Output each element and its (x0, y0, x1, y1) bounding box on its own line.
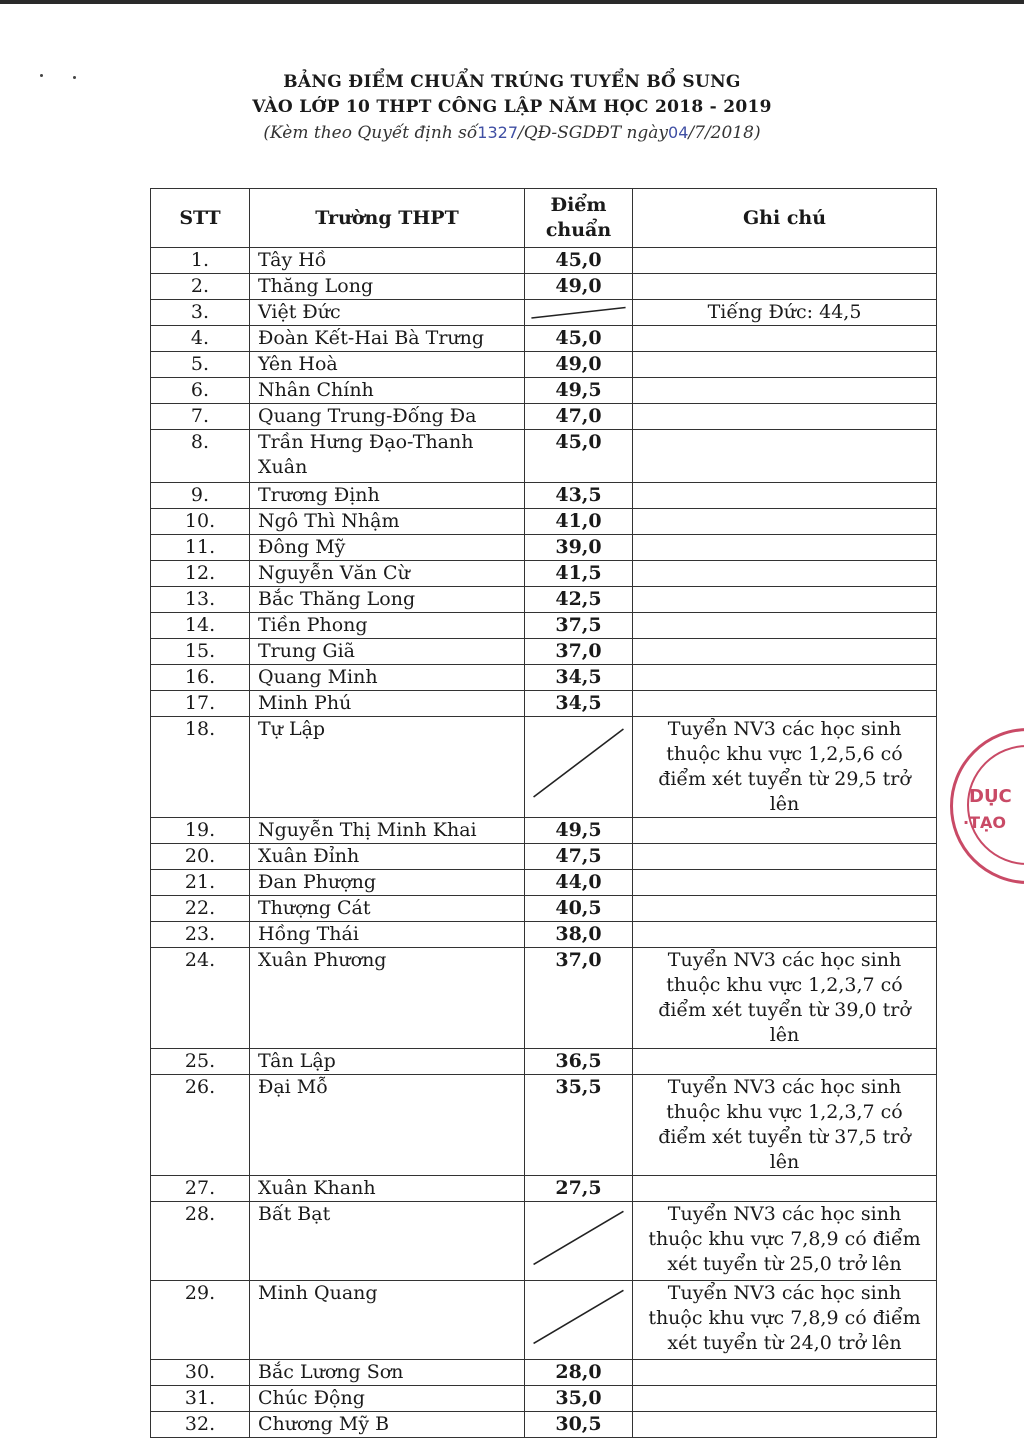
row-cutoff-score: 49,0 (525, 352, 633, 378)
column-header-note: Ghi chú (633, 189, 937, 248)
row-school-name: Trương Định (250, 483, 525, 509)
row-note (633, 535, 937, 561)
row-school-name: Bắc Thăng Long (250, 587, 525, 613)
row-school-name: Tây Hồ (250, 248, 525, 274)
table-row (151, 691, 937, 717)
row-cutoff-score: 27,5 (525, 1176, 633, 1202)
row-stt: 7. (151, 404, 250, 430)
row-cutoff-score: 43,5 (525, 483, 633, 509)
table-row (151, 1281, 937, 1360)
row-school-name: Nguyễn Văn Cừ (250, 561, 525, 587)
row-stt: 25. (151, 1049, 250, 1075)
row-stt: 15. (151, 639, 250, 665)
table-row (151, 896, 937, 922)
row-note (633, 922, 937, 948)
row-stt: 32. (151, 1412, 250, 1438)
row-cutoff-score (525, 300, 633, 326)
row-stt: 19. (151, 818, 250, 844)
row-school-name: Tân Lập (250, 1049, 525, 1075)
table-row (151, 948, 937, 1049)
row-stt: 31. (151, 1386, 250, 1412)
table-row (151, 483, 937, 509)
row-cutoff-score: 34,5 (525, 665, 633, 691)
row-note (633, 818, 937, 844)
subtitle-prefix: (Kèm theo Quyết định số (263, 123, 478, 143)
table-row (151, 561, 937, 587)
row-stt: 24. (151, 948, 250, 1049)
table-row (151, 300, 937, 326)
row-cutoff-score: 45,0 (525, 430, 633, 483)
table-row (151, 1386, 937, 1412)
row-school-name: Thăng Long (250, 274, 525, 300)
row-school-name: Chúc Động (250, 1386, 525, 1412)
row-cutoff-score: 42,5 (525, 587, 633, 613)
row-school-name: Chương Mỹ B (250, 1412, 525, 1438)
row-cutoff-score: 36,5 (525, 1049, 633, 1075)
row-cutoff-score: 35,5 (525, 1075, 633, 1176)
table-row (151, 378, 937, 404)
official-seal-stamp (950, 728, 1024, 884)
row-cutoff-score: 28,0 (525, 1360, 633, 1386)
row-note (633, 509, 937, 535)
row-stt: 16. (151, 665, 250, 691)
row-stt: 10. (151, 509, 250, 535)
row-note: Tuyển NV3 các học sinh thuộc khu vực 1,2,3,7 có điểm xét tuyển từ 37,5 trở lên (633, 1075, 937, 1176)
column-header-stt: STT (151, 189, 250, 248)
row-cutoff-score: 47,0 (525, 404, 633, 430)
table-row (151, 404, 937, 430)
row-note (633, 1049, 937, 1075)
row-school-name: Đông Mỹ (250, 535, 525, 561)
row-note (633, 639, 937, 665)
row-school-name: Đại Mỗ (250, 1075, 525, 1176)
table-row (151, 326, 937, 352)
subtitle-mid: /QĐ-SGDĐT ngày (518, 123, 669, 143)
row-note (633, 1360, 937, 1386)
top-edge-rule (0, 0, 1024, 4)
row-note (633, 870, 937, 896)
table-row (151, 870, 937, 896)
table-row (151, 922, 937, 948)
row-stt: 22. (151, 896, 250, 922)
row-note: Tuyển NV3 các học sinh thuộc khu vực 7,8,9 có điểm xét tuyển từ 24,0 trở lên (633, 1281, 937, 1360)
row-stt: 2. (151, 274, 250, 300)
row-note (633, 896, 937, 922)
row-cutoff-score: 49,5 (525, 818, 633, 844)
row-cutoff-score: 41,5 (525, 561, 633, 587)
row-school-name: Tự Lập (250, 717, 525, 818)
row-cutoff-score: 49,0 (525, 274, 633, 300)
row-stt: 1. (151, 248, 250, 274)
strikethrough-slash (525, 1202, 632, 1280)
table-row (151, 352, 937, 378)
row-stt: 4. (151, 326, 250, 352)
row-school-name: Minh Quang (250, 1281, 525, 1360)
row-cutoff-score (525, 717, 633, 818)
row-note (633, 352, 937, 378)
table-row (151, 509, 937, 535)
row-note (633, 404, 937, 430)
column-header-school: Trường THPT (250, 189, 525, 248)
row-school-name: Trung Giã (250, 639, 525, 665)
row-school-name: Ngô Thì Nhậm (250, 509, 525, 535)
row-stt: 12. (151, 561, 250, 587)
row-note (633, 378, 937, 404)
row-cutoff-score: 39,0 (525, 535, 633, 561)
row-note: Tuyển NV3 các học sinh thuộc khu vực 1,2,3,7 có điểm xét tuyển từ 39,0 trở lên (633, 948, 937, 1049)
row-cutoff-score: 30,5 (525, 1412, 633, 1438)
table-row (151, 844, 937, 870)
row-stt: 29. (151, 1281, 250, 1360)
row-stt: 30. (151, 1360, 250, 1386)
row-note (633, 561, 937, 587)
row-note (633, 613, 937, 639)
row-stt: 11. (151, 535, 250, 561)
row-school-name: Đan Phượng (250, 870, 525, 896)
score-table (150, 188, 937, 1438)
row-school-name: Nguyễn Thị Minh Khai (250, 818, 525, 844)
row-note: Tiếng Đức: 44,5 (633, 300, 937, 326)
row-school-name: Tiền Phong (250, 613, 525, 639)
row-note (633, 587, 937, 613)
row-note (633, 1412, 937, 1438)
seal-text-2: ·TẠO (963, 813, 1006, 832)
row-stt: 5. (151, 352, 250, 378)
table-row (151, 1176, 937, 1202)
row-stt: 18. (151, 717, 250, 818)
row-school-name: Xuân Đỉnh (250, 844, 525, 870)
row-school-name: Bắc Lương Sơn (250, 1360, 525, 1386)
table-header-row (151, 189, 937, 248)
strikethrough-slash (525, 717, 632, 817)
row-school-name: Nhân Chính (250, 378, 525, 404)
row-note (633, 274, 937, 300)
column-header-score: Điểm chuẩn (525, 189, 633, 248)
row-school-name: Xuân Khanh (250, 1176, 525, 1202)
row-cutoff-score (525, 1281, 633, 1360)
row-cutoff-score: 41,0 (525, 509, 633, 535)
row-note (633, 326, 937, 352)
row-note (633, 248, 937, 274)
row-note (633, 430, 937, 483)
row-note (633, 665, 937, 691)
row-note: Tuyển NV3 các học sinh thuộc khu vực 7,8,9 có điểm xét tuyển từ 25,0 trở lên (633, 1202, 937, 1281)
row-stt: 20. (151, 844, 250, 870)
strikethrough-slash (525, 300, 632, 325)
table-row (151, 1075, 937, 1176)
row-cutoff-score: 37,0 (525, 948, 633, 1049)
row-note: Tuyển NV3 các học sinh thuộc khu vực 1,2,5,6 có điểm xét tuyển từ 29,5 trở lên (633, 717, 937, 818)
table-row (151, 1360, 937, 1386)
table-row (151, 639, 937, 665)
row-school-name: Xuân Phương (250, 948, 525, 1049)
row-cutoff-score: 40,5 (525, 896, 633, 922)
row-stt: 13. (151, 587, 250, 613)
row-stt: 6. (151, 378, 250, 404)
strikethrough-slash (525, 1281, 632, 1359)
row-stt: 3. (151, 300, 250, 326)
row-stt: 23. (151, 922, 250, 948)
row-stt: 14. (151, 613, 250, 639)
row-school-name: Yên Hoà (250, 352, 525, 378)
row-note (633, 483, 937, 509)
row-note (633, 844, 937, 870)
table-row (151, 1412, 937, 1438)
table-row (151, 430, 937, 483)
row-cutoff-score: 38,0 (525, 922, 633, 948)
row-cutoff-score: 49,5 (525, 378, 633, 404)
row-stt: 9. (151, 483, 250, 509)
table-row (151, 717, 937, 818)
table-row (151, 613, 937, 639)
row-cutoff-score: 45,0 (525, 248, 633, 274)
row-school-name: Trần Hưng Đạo-Thanh Xuân (250, 430, 525, 483)
row-note (633, 1386, 937, 1412)
table-row (151, 248, 937, 274)
row-school-name: Quang Minh (250, 665, 525, 691)
row-stt: 8. (151, 430, 250, 483)
table-row (151, 535, 937, 561)
row-note (633, 1176, 937, 1202)
row-note (633, 691, 937, 717)
row-cutoff-score: 37,0 (525, 639, 633, 665)
handwritten-decision-day: 04 (668, 123, 689, 142)
row-cutoff-score: 35,0 (525, 1386, 633, 1412)
row-cutoff-score: 37,5 (525, 613, 633, 639)
row-school-name: Minh Phú (250, 691, 525, 717)
row-school-name: Đoàn Kết-Hai Bà Trưng (250, 326, 525, 352)
row-cutoff-score (525, 1202, 633, 1281)
handwritten-decision-number: 1327 (477, 123, 519, 142)
table-row (151, 274, 937, 300)
row-cutoff-score: 34,5 (525, 691, 633, 717)
row-cutoff-score: 44,0 (525, 870, 633, 896)
row-school-name: Hồng Thái (250, 922, 525, 948)
row-cutoff-score: 47,5 (525, 844, 633, 870)
row-school-name: Bất Bạt (250, 1202, 525, 1281)
row-stt: 26. (151, 1075, 250, 1176)
document-title-line-2: VÀO LỚP 10 THPT CÔNG LẬP NĂM HỌC 2018 - 2019 (252, 97, 772, 117)
row-stt: 27. (151, 1176, 250, 1202)
document-subtitle (0, 123, 1024, 143)
table-row (151, 1049, 937, 1075)
table-row (151, 665, 937, 691)
table-row (151, 587, 937, 613)
subtitle-suffix: /7/2018) (688, 123, 761, 143)
row-cutoff-score: 45,0 (525, 326, 633, 352)
row-stt: 28. (151, 1202, 250, 1281)
table-row (151, 1202, 937, 1281)
row-school-name: Quang Trung-Đống Đa (250, 404, 525, 430)
document-title-line-1: BẢNG ĐIỂM CHUẨN TRÚNG TUYỂN BỔ SUNG (283, 72, 741, 92)
row-stt: 17. (151, 691, 250, 717)
table-body (151, 248, 937, 1438)
table-row (151, 818, 937, 844)
row-school-name: Việt Đức (250, 300, 525, 326)
seal-text-1: DỤC (969, 786, 1012, 807)
row-school-name: Thượng Cát (250, 896, 525, 922)
row-stt: 21. (151, 870, 250, 896)
